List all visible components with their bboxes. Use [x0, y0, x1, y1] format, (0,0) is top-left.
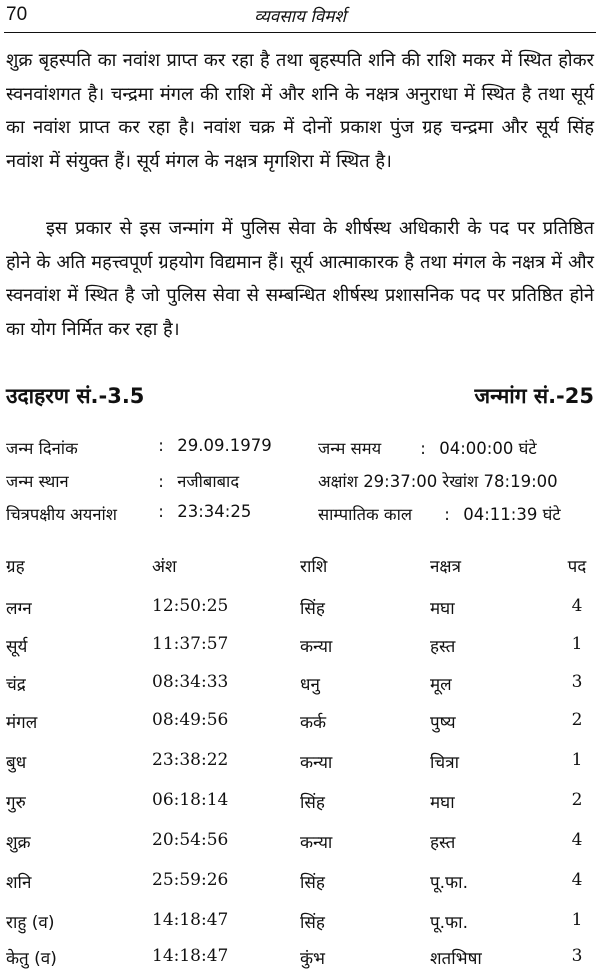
- table-cell: 23:38:22: [152, 750, 229, 770]
- detail-value: 29:37:00 रेखांश 78:19:00: [363, 472, 558, 491]
- table-cell: 1: [571, 750, 583, 770]
- table-cell: कुंभ: [300, 949, 326, 969]
- header-pad: पद: [567, 557, 587, 577]
- table-row: गुरु: [6, 793, 26, 813]
- table-cell: 1: [571, 634, 583, 654]
- table-row: शनि: [6, 873, 32, 893]
- table-cell: सिंह: [300, 873, 325, 893]
- table-cell: धनु: [300, 675, 320, 695]
- header-ansh: अंश: [152, 557, 177, 577]
- detail-sidereal-time: [318, 502, 412, 525]
- table-cell: मघा: [430, 599, 455, 619]
- table-row: चंद्र: [6, 675, 26, 695]
- detail-label: जन्म स्थान: [6, 472, 69, 491]
- page-number: 70: [6, 4, 28, 25]
- detail-value: 04:00:00 घंटे: [439, 439, 537, 458]
- table-cell: 12:50:25: [152, 596, 229, 616]
- table-cell: हस्त: [430, 637, 456, 657]
- detail-value: 23:34:25: [177, 502, 252, 521]
- colon-separator: :: [158, 472, 164, 491]
- table-row: लग्न: [6, 599, 32, 619]
- table-cell: 14:18:47: [152, 910, 229, 930]
- table-cell: कन्या: [300, 637, 333, 657]
- table-cell: 06:18:14: [152, 790, 229, 810]
- table-cell: सिंह: [300, 913, 325, 933]
- table-cell: पुष्य: [430, 713, 456, 733]
- detail-label: चित्रपक्षीय अयनांश: [6, 505, 117, 524]
- table-cell: 2: [571, 710, 583, 730]
- table-cell: कन्या: [300, 753, 333, 773]
- table-cell: 3: [571, 672, 583, 692]
- table-cell: 14:18:47: [152, 946, 229, 966]
- table-row: शुक्र: [6, 833, 31, 853]
- table-cell: 4: [571, 870, 583, 890]
- page-header: [0, 0, 600, 34]
- detail-label: साम्पातिक काल: [318, 505, 413, 524]
- table-cell: कर्क: [300, 713, 327, 733]
- table-row: सूर्य: [6, 637, 28, 657]
- detail-value: 04:11:39 घंटे: [463, 505, 561, 524]
- detail-latitude: [318, 469, 558, 492]
- table-cell: 2: [571, 790, 583, 810]
- colon-separator: :: [158, 436, 164, 455]
- table-cell: पू.फा.: [430, 873, 468, 893]
- colon-separator: :: [444, 505, 450, 524]
- table-cell: 1: [571, 910, 583, 930]
- table-cell: 4: [571, 830, 583, 850]
- table-cell: सिंह: [300, 793, 325, 813]
- header-nakshatra: नक्षत्र: [430, 557, 462, 577]
- header-rule: [4, 32, 596, 33]
- chart-number: जन्मांग सं.-25: [474, 384, 594, 408]
- detail-birth-place: [6, 469, 69, 492]
- table-cell: पू.फा.: [430, 913, 468, 933]
- table-cell: 08:49:56: [152, 710, 229, 730]
- table-cell: मघा: [430, 793, 455, 813]
- detail-ayanamsha: [6, 502, 117, 525]
- table-cell: 3: [571, 946, 583, 966]
- table-row: राहु (व): [6, 913, 55, 933]
- detail-birth-date-value: [150, 436, 272, 455]
- detail-birth-date: [6, 436, 78, 459]
- detail-label: अक्षांश: [318, 472, 358, 491]
- detail-sidereal-time-value: [436, 502, 561, 525]
- table-cell: सिंह: [300, 599, 325, 619]
- table-cell: 4: [571, 596, 583, 616]
- table-cell: हस्त: [430, 833, 456, 853]
- colon-separator: :: [420, 439, 426, 458]
- colon-separator: :: [158, 502, 164, 521]
- detail-ayanamsha-value: [150, 502, 251, 521]
- detail-label: जन्म दिनांक: [6, 439, 78, 458]
- header-graha: ग्रह: [6, 557, 25, 577]
- table-cell: 11:37:57: [152, 634, 229, 654]
- detail-birth-time-value: [412, 436, 537, 459]
- running-title: व्यवसाय विमर्श: [254, 7, 346, 27]
- table-cell: शतभिषा: [430, 949, 482, 969]
- table-cell: मूल: [430, 675, 452, 695]
- detail-birth-place-value: [150, 469, 239, 492]
- example-title: उदाहरण सं.-3.5: [6, 384, 145, 408]
- table-row: बुध: [6, 753, 27, 773]
- table-row: मंगल: [6, 713, 38, 733]
- table-cell: 20:54:56: [152, 830, 229, 850]
- paragraph-1: शुक्र बृहस्पति का नवांश प्राप्त कर रहा है तथा बृहस्पति शनि की राशि मकर में स्थित होकर स्वनवांशगत है। चन्द्रमा मंगल की राशि में और शनि के नक्षत्र अनुराधा में स्थित है तथा सूर्य का नवांश प्राप्त कर रहा है। नवांश चक्र में दोनों प्रकाश पुंज ग्रह चन्द्रमा और सूर्य सिंह नवांश में संयुक्त हैं। सूर्य मंगल के नक्षत्र मृगशिरा में स्थित है।: [6, 50, 594, 172]
- table-cell: 25:59:26: [152, 870, 229, 890]
- table-row: केतु (व): [6, 949, 57, 969]
- paragraph-2: इस प्रकार से इस जन्मांग में पुलिस सेवा के शीर्षस्थ अधिकारी के पद पर प्रतिष्ठित होने के अति महत्त्वपूर्ण ग्रहयोग विद्यमान हैं। सूर्य आत्माकारक है तथा मंगल के नक्षत्र में और स्वनवांश में स्थित है जो पुलिस सेवा से सम्बन्धित शीर्षस्थ प्रशासनिक पद पर प्रतिष्ठित होने का योग निर्मित कर रहा है।: [6, 218, 594, 340]
- detail-value: 29.09.1979: [177, 436, 272, 455]
- header-rashi: राशि: [300, 557, 328, 577]
- detail-label: जन्म समय: [318, 439, 382, 458]
- table-cell: कन्या: [300, 833, 333, 853]
- table-cell: 08:34:33: [152, 672, 229, 692]
- detail-birth-time: [318, 436, 381, 459]
- table-cell: चित्रा: [430, 753, 459, 773]
- detail-value: नजीबाबाद: [177, 472, 240, 491]
